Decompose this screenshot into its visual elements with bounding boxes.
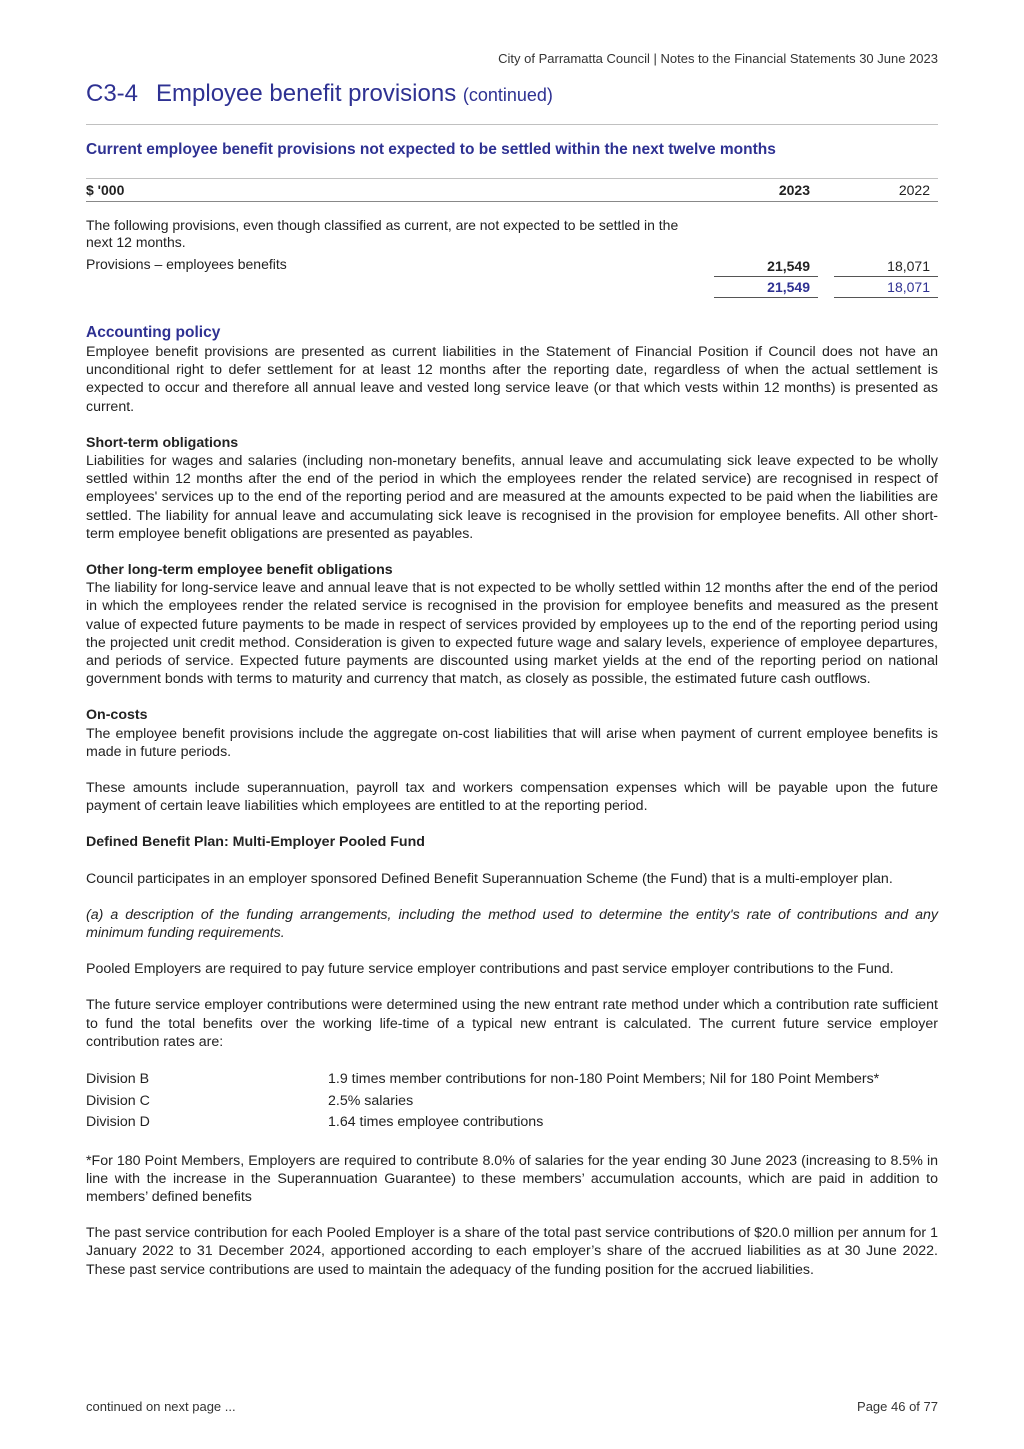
body-text — [86, 323, 938, 1297]
column-2023: 2023 — [778, 182, 810, 198]
long-term-heading: Other long-term employee benefit obligations — [86, 562, 393, 579]
division-rate: 2.5% salaries — [328, 1092, 414, 1109]
division-name: Division C — [86, 1092, 150, 1109]
defined-benefit-p5: *For 180 Point Members, Employers are required to contribute 8.0% of salaries for the year ending 30 June 2023 (increasing to 8.5% in line with the increase in the Superannuation Guarantee) to these members’ accumulation accounts, which are paid in addition to members’ defined benefits — [86, 1152, 938, 1205]
defined-benefit-heading: Defined Benefit Plan: Multi-Employer Pooled Fund — [86, 834, 425, 851]
division-row — [86, 1091, 938, 1113]
section-title-text: Employee benefit provisions — [156, 80, 457, 107]
defined-benefit-p6: The past service contribution for each Pooled Employer is a share of the total past service contributions of $20.0 million per annum for 1 January 2022 to 31 December 2024, apportioned according to each employer’s share of the accrued liabilities as at 30 June 2022. These past service contributions are used to maintain the adequacy of the funding position for the accrued liabilities. — [86, 1225, 938, 1278]
table-header — [86, 178, 938, 202]
section-number: C3-4 — [86, 80, 139, 107]
long-term-text: The liability for long-service leave and annual leave that is not expected to be wholly settled within 12 months after the end of the period in which the employees render the related service is recognised in the provision for employee benefits and measured as the present value of expected future payments to be made in respect of services provided by employees up to the end of the reporting period using the projected unit credit method. Consideration is given to expected future wage and salary levels, experience of employee departures, and periods of service. Expected future payments are discounted using market yields at the end of the reporting period on national government bonds with terms to maturity and currency that match, as closely as possible, the estimated future cash outflows. — [86, 580, 938, 688]
division-row — [86, 1112, 938, 1134]
table-subtitle: Current employee benefit provisions not expected to be settled within the next twelve months — [86, 141, 776, 158]
division-rates-table — [86, 1069, 938, 1134]
total-value-2023: 21,549 — [714, 279, 818, 298]
division-row — [86, 1069, 938, 1091]
division-name: Division D — [86, 1114, 150, 1131]
accounting-policy-text: Employee benefit provisions are presented as current liabilities in the Statement of Financial Position if Council does not have an unconditional right to defer settlement for at least 12 months after the reporting date, regardless of when the actual settlement is expected to occur and therefore all annual leave and vested long service leave (or that which vests within 12 months) is presented as current. — [86, 344, 938, 415]
table-unit: $ '000 — [86, 182, 125, 198]
table-row-label: Provisions – employees benefits — [86, 256, 287, 272]
column-2022: 2022 — [898, 182, 930, 198]
on-costs-heading: On-costs — [86, 707, 148, 724]
row-value-2023: 21,549 — [714, 258, 818, 277]
on-costs-text-2: These amounts include superannuation, payroll tax and workers compensation expenses which will be payable upon the future payment of certain leave liabilities which employees are entitled to at the reporting period. — [86, 780, 938, 815]
total-value-2022: 18,071 — [834, 279, 938, 298]
page-number: Page 46 of 77 — [857, 1399, 938, 1414]
title-divider — [86, 124, 938, 125]
row-value-2022: 18,071 — [834, 258, 938, 277]
section-title — [86, 80, 553, 108]
defined-benefit-p1: Council participates in an employer sponsored Defined Benefit Superannuation Scheme (the Fund) that is a multi-employer plan. — [86, 870, 893, 887]
short-term-text: Liabilities for wages and salaries (including non-monetary benefits, annual leave and accumulating sick leave expected to be wholly settled within 12 months after the end of the period in which the employees render the related service) are recognised in respect of employees' services up to the end of the reporting period and are measured at the amounts expected to be paid when the liabilities are settled. The liability for annual leave and accumulating sick leave is recognised in the provision for employee benefits. All other short-term employee benefit obligations are presented as payables. — [86, 453, 938, 542]
division-name: Division B — [86, 1071, 150, 1088]
division-rate: 1.9 times member contributions for non-180 Point Members; Nil for 180 Point Members* — [328, 1071, 880, 1088]
table-note: The following provisions, even though classified as current, are not expected to be settled in the next 12 months. — [86, 217, 679, 250]
defined-benefit-p3: Pooled Employers are required to pay future service employer contributions and past service employer contributions to the Fund. — [86, 961, 894, 978]
short-term-heading: Short-term obligations — [86, 434, 239, 451]
defined-benefit-p4: The future service employer contributions were determined using the new entrant rate method under which a contribution rate sufficient to fund the total benefits over the working life-time of a typical new entrant is calculated. The current future service employer contribution rates are: — [86, 997, 938, 1050]
defined-benefit-p2: (a) a description of the funding arrangements, including the method used to determine the entity's rate of contributions and any minimum funding requirements. — [86, 906, 938, 942]
section-continued: (continued) — [462, 85, 553, 105]
running-header: City of Parramatta Council | Notes to the Financial Statements 30 June 2023 — [498, 51, 938, 66]
on-costs-text-1: The employee benefit provisions include the aggregate on-cost liabilities that will arise when payment of current employee benefits is made in future periods. — [86, 725, 938, 760]
continued-note: continued on next page ... — [86, 1399, 236, 1414]
division-rate: 1.64 times employee contributions — [328, 1114, 544, 1131]
accounting-policy-heading: Accounting policy — [86, 324, 221, 341]
